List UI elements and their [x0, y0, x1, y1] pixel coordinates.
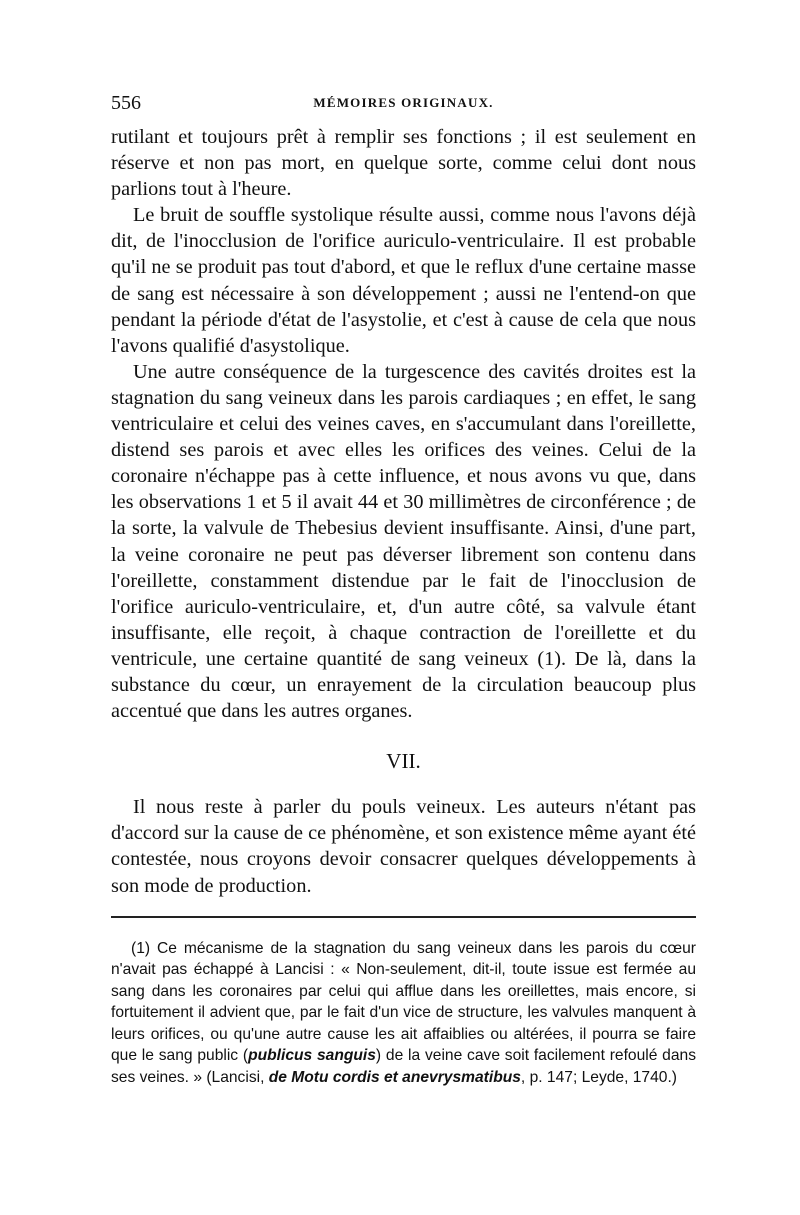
paragraph: Il nous reste à parler du pouls veineux. Les auteurs n'étant pas d'accord sur la cause de ce phénomène, et son existence même ayant été contestée, nous croyons devoir consacrer quelques développements à son mode de production. — [111, 796, 696, 897]
running-head — [111, 92, 696, 118]
running-head-title: MÉMOIRES ORIGINAUX. — [313, 95, 494, 110]
footnote-work-title: de Motu cordis et anevrysmatibus — [268, 1068, 521, 1086]
page-number: 556 — [111, 92, 141, 114]
footnote-text: (1) Ce mécanisme de la stagnation du sang veineux dans les parois du cœur n'avait pas échappé à Lancisi : « Non-seulement, dit-il, toute issue est fermée au sang dans les coronaires par celui qui afflue dans les oreillettes, mais encore, si fortuitement il advient que, par le fait d'un vice de structure, les valvules manquent à leurs orifices, ou qu'une autre cause les ait affaiblies ou altérées, il pourra se faire que le sang public ( — [111, 939, 696, 1065]
body-text — [111, 124, 696, 899]
paragraph: Le bruit de souffle systolique résulte aussi, comme nous l'avons déjà dit, de l'inocclusion de l'orifice auriculo-ventriculaire. Il est probable qu'il ne se produit pas tout d'abord, et que le reflux d'une certaine masse de sang est nécessaire à son développement ; aussi ne l'entend-on que pendant la période d'état de l'asystolie, et c'est à cause de cela que nous l'avons qualifié d'asystolique. — [111, 204, 696, 357]
section-heading: VII. — [386, 749, 421, 774]
footnote — [111, 938, 696, 1089]
paragraph: Une autre conséquence de la turgescence des cavités droites est la stagnation du sang veineux dans les parois cardiaques ; en effet, le sang ventriculaire et celui des veines caves, en s'accumulant dans l'oreillette, distend ses parois et avec elles les orifices des veines. Celui de la coronaire n'échappe pas à cette influence, et nous avons vu que, dans les observations 1 et 5 il avait 44 et 30 millimètres de circonférence ; de la sorte, la valvule de Thebesius devient insuffisante. Ainsi, d'une part, la veine coronaire ne peut pas déverser librement son contenu dans l'oreillette, constamment distendue par le fait de l'inocclusion de l'orifice auriculo-ventriculaire, et, d'un autre côté, sa valvule étant insuffisante, elle reçoit, à chaque contraction de l'oreillette et du ventricule, une certaine quantité de sang veineux (1). De là, dans la substance du cœur, un enrayement de la circulation beaucoup plus accentué que dans les autres organes. — [111, 360, 696, 723]
footnote-text: , p. 147; Leyde, 1740.) — [520, 1068, 677, 1086]
page — [111, 92, 696, 1088]
paragraph: rutilant et toujours prêt à remplir ses fonctions ; il est seulement en réserve et non pas mort, en quelque sorte, comme celui dont nous parlions tout à l'heure. — [111, 126, 696, 201]
footnote-text: ) de la veine cave soit facilement refoulé dans ses veines. » (Lancisi, — [111, 1047, 696, 1086]
footnote-latin-term: publicus sanguis — [248, 1047, 376, 1065]
footnote-separator — [111, 916, 696, 918]
